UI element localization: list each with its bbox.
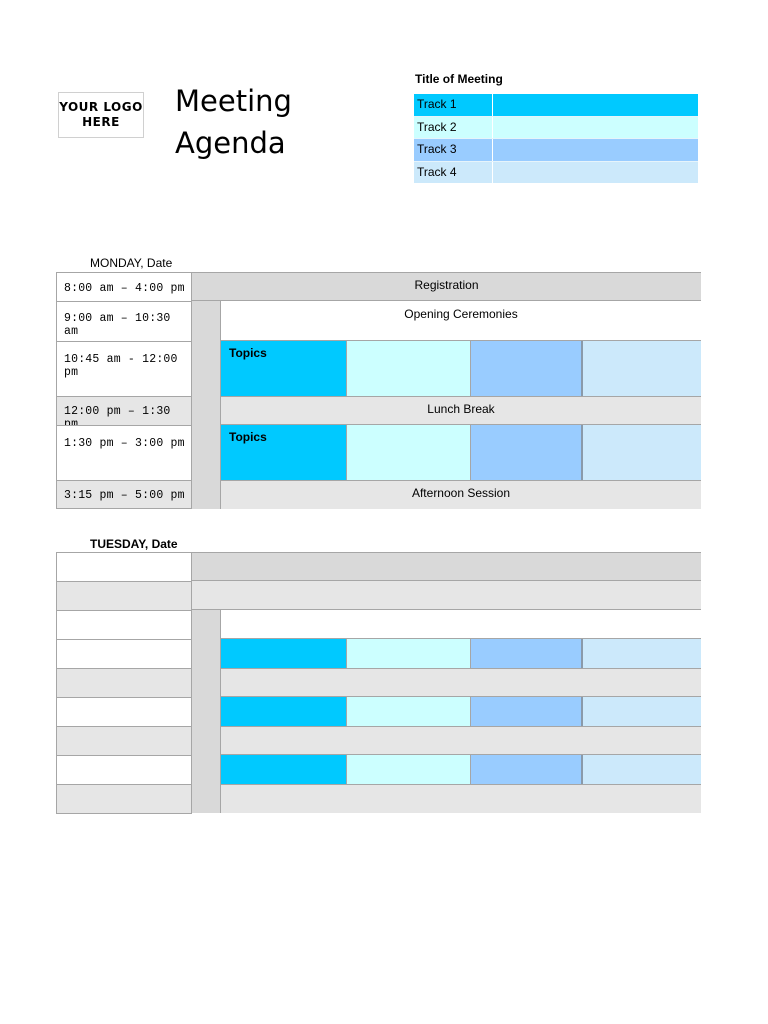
track-cell-2 xyxy=(346,639,470,668)
topics-track-3 xyxy=(470,425,583,480)
session-row xyxy=(192,553,701,581)
monday-schedule xyxy=(56,272,701,509)
time-slot: 1:30 pm – 3:00 pm xyxy=(56,425,192,481)
track-legend xyxy=(414,94,698,183)
gray-strip xyxy=(192,301,221,509)
track-label: Track 3 xyxy=(414,139,493,161)
track-value xyxy=(493,94,698,116)
track-cell-3 xyxy=(470,697,583,726)
topics-track-4 xyxy=(583,341,701,396)
logo-line-2: HERE xyxy=(82,115,120,129)
meeting-title: Title of Meeting xyxy=(415,72,503,86)
monday-label: MONDAY, Date xyxy=(90,256,173,270)
track-label: Track 2 xyxy=(414,117,493,139)
track-row-4 xyxy=(414,162,698,184)
track-value xyxy=(493,117,698,139)
page-title-line-1: Meeting xyxy=(175,84,292,118)
track-cell-3 xyxy=(470,755,583,784)
session-row xyxy=(192,581,701,610)
time-slot xyxy=(56,726,192,756)
track-cell-2 xyxy=(346,755,470,784)
time-slot xyxy=(56,697,192,727)
track-cell-4 xyxy=(583,639,701,668)
track-cell-4 xyxy=(583,697,701,726)
tuesday-label: TUESDAY, Date xyxy=(90,537,178,551)
topics-track-1: Topics xyxy=(221,425,346,480)
time-slot: 10:45 am - 12:00 pm xyxy=(56,341,192,397)
afternoon-session: Afternoon Session xyxy=(221,480,701,509)
track-cell-3 xyxy=(470,639,583,668)
registration-session: Registration xyxy=(192,273,701,301)
time-slot xyxy=(56,755,192,785)
time-slot xyxy=(56,581,192,611)
track-label: Track 1 xyxy=(414,94,493,116)
topics-track-4 xyxy=(583,425,701,480)
topics-track-2 xyxy=(346,341,470,396)
gray-strip xyxy=(192,610,221,813)
logo-placeholder xyxy=(58,92,144,138)
track-row-2 xyxy=(414,117,698,140)
time-slot: 3:15 pm – 5:00 pm xyxy=(56,480,192,509)
time-slot: 9:00 am – 10:30 am xyxy=(56,301,192,342)
time-slot xyxy=(56,610,192,640)
time-slot: 12:00 pm – 1:30 xyxy=(56,396,192,426)
time-slot xyxy=(56,668,192,698)
track-value xyxy=(493,139,698,161)
session-row xyxy=(221,668,701,697)
time-slot: 8:00 am – 4:00 pm xyxy=(56,272,192,302)
time-slot xyxy=(56,784,192,814)
session-row xyxy=(221,726,701,755)
logo-line-1: YOUR LOGO xyxy=(59,100,143,114)
topics-track-1: Topics xyxy=(221,341,346,396)
lunch-break: Lunch Break xyxy=(221,396,701,425)
opening-ceremonies: Opening Ceremonies xyxy=(221,301,701,341)
session-row xyxy=(221,610,701,639)
track-cell-4 xyxy=(583,755,701,784)
track-value xyxy=(493,162,698,184)
topics-track-2 xyxy=(346,425,470,480)
track-cell-1 xyxy=(221,755,346,784)
topics-track-3 xyxy=(470,341,583,396)
tuesday-schedule xyxy=(56,552,701,813)
time-slot xyxy=(56,552,192,582)
track-cell-2 xyxy=(346,697,470,726)
page-title-line-2: Agenda xyxy=(175,126,286,160)
time-slot xyxy=(56,639,192,669)
track-cell-1 xyxy=(221,697,346,726)
track-cell-1 xyxy=(221,639,346,668)
session-row xyxy=(221,784,701,813)
track-label: Track 4 xyxy=(414,162,493,184)
track-row-1 xyxy=(414,94,698,117)
track-row-3 xyxy=(414,139,698,162)
